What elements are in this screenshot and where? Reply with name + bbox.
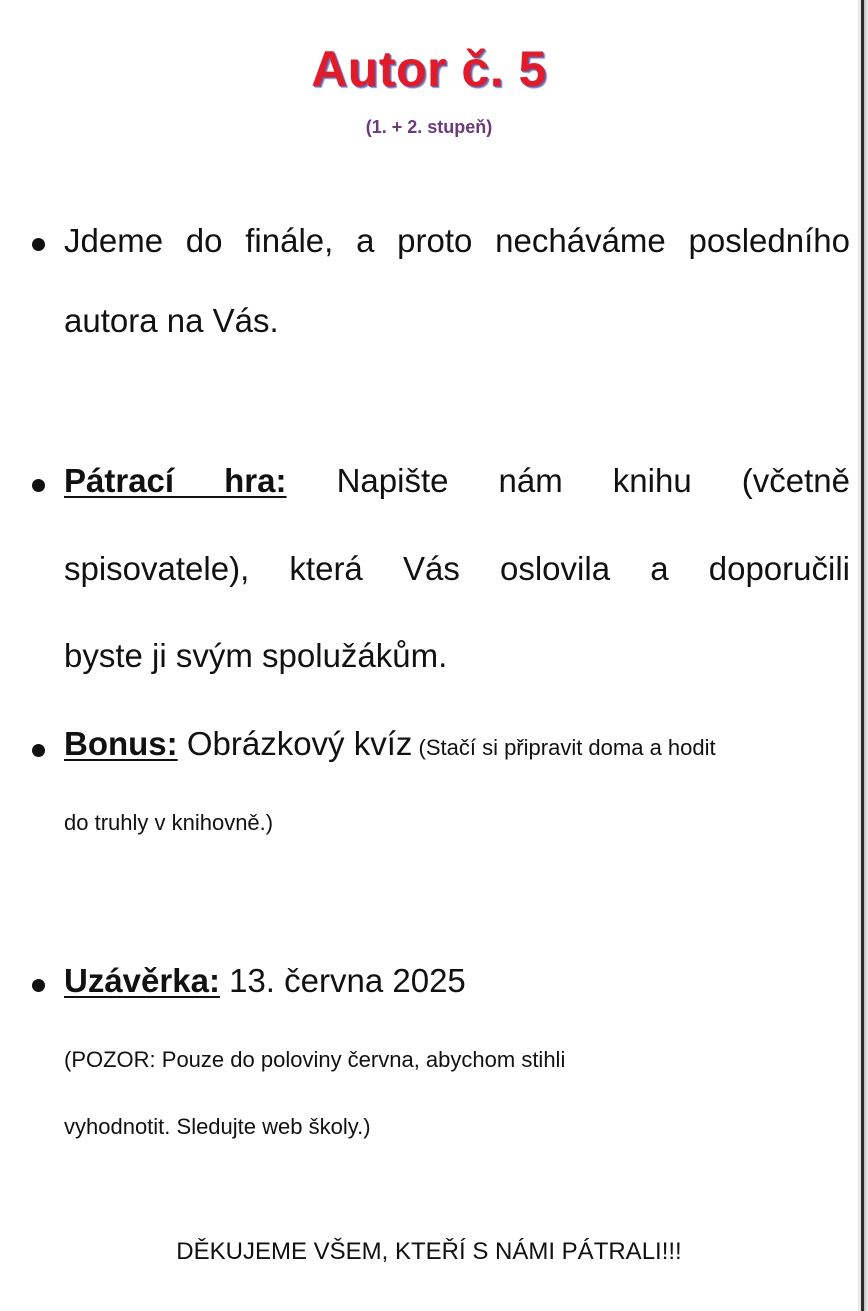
- bonus-note: (Stačí si připravit doma a hodit: [412, 735, 716, 760]
- bonus-note-line-2: do truhly v knihovně.): [64, 810, 274, 835]
- bonus-line-1: [64, 725, 850, 763]
- deadline-label: Uzávěrka:: [64, 962, 220, 999]
- closing-message: DĚKUJEME VŠEM, KTEŘÍ S NÁMI PÁTRALI!!!: [176, 1238, 682, 1265]
- search-game-line-2: spisovatele), která Vás oslovila a doporučili: [64, 550, 850, 587]
- search-game-line-1: [64, 462, 850, 500]
- intro-line-2: autora na Vás.: [64, 302, 279, 339]
- search-game-line-3: byste ji svým spolužákům.: [64, 637, 448, 674]
- page-subtitle: (1. + 2. stupeň): [365, 117, 493, 137]
- bullet-icon: [26, 232, 56, 252]
- deadline-date: 13. června 2025: [219, 962, 466, 999]
- bonus-label: Bonus:: [64, 725, 178, 762]
- page-title: Autor č. 5: [311, 41, 547, 97]
- bullet-icon: [26, 973, 56, 993]
- search-game-label: Pátrací hra:: [64, 462, 287, 499]
- page-edge-border: [858, 0, 868, 1311]
- deadline-note-line-2: vyhodnotit. Sledujte web školy.): [64, 1114, 371, 1139]
- bullet-icon: [26, 738, 56, 758]
- bonus-text: Obrázkový kvíz: [177, 725, 413, 762]
- deadline-line: [64, 962, 850, 1000]
- deadline-note-line-1: (POZOR: Pouze do poloviny června, abychom stihli: [64, 1047, 566, 1072]
- search-game-text: Napište nám knihu (včetně: [286, 462, 850, 499]
- intro-line-1: Jdeme do finále, a proto necháváme posledního: [64, 222, 850, 259]
- bullet-icon: [26, 473, 56, 493]
